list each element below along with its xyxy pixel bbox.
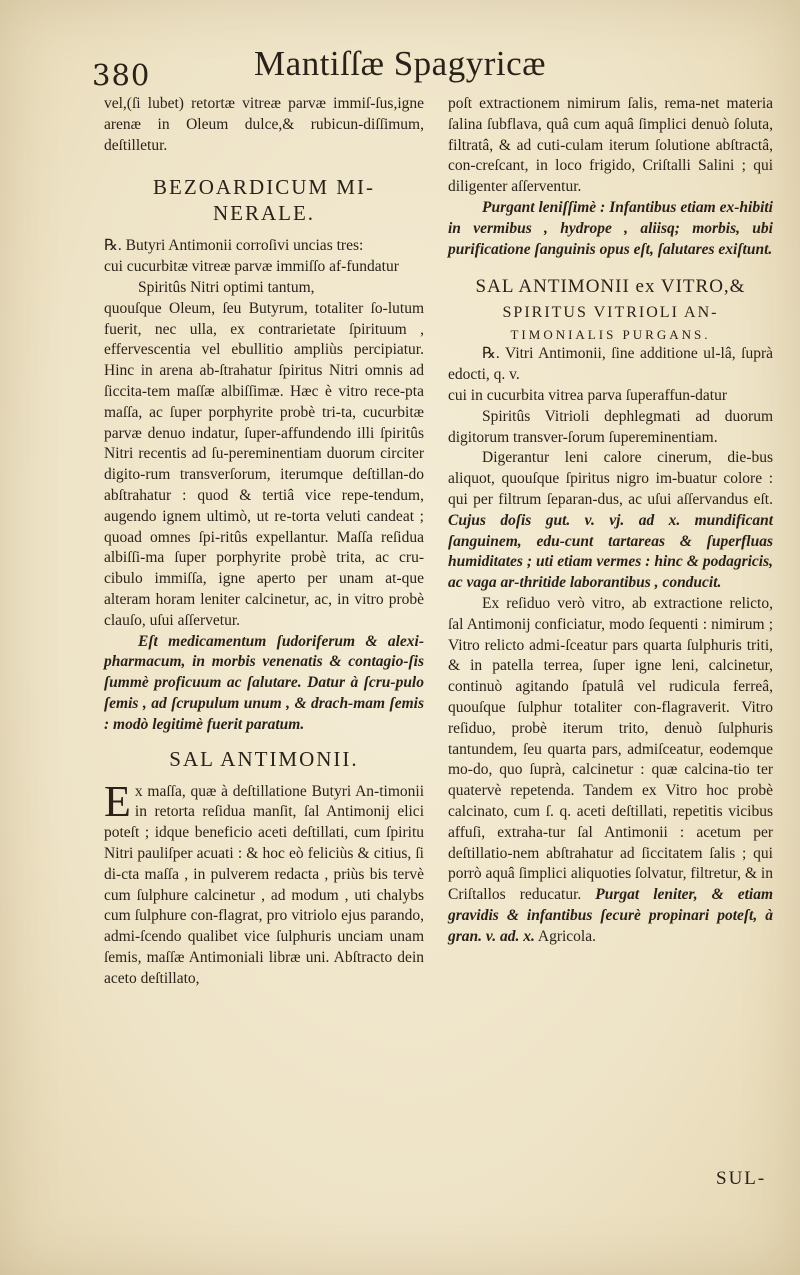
catchword: SUL- (716, 1168, 767, 1189)
recipe-line-3: Spiritûs Nitri optimi tantum, (138, 278, 315, 296)
recipe-line-5: cui in cucurbita vitrea parva ſuperaffun-datur (448, 386, 728, 404)
heading-sal-vitro-3: TIMONIALIS PURGANS. (510, 327, 711, 343)
heading-bezoardicum-2: NERALE. (212, 201, 316, 226)
right-body-3 (448, 594, 773, 948)
drop-cap: E (104, 776, 131, 826)
recipe-line-2: cui cucurbitæ vitreæ parvæ immiſſo af-fundatur (104, 258, 399, 276)
right-italic-3: Purgat leniter, & etiam gravidis & infantibus ſecurè propinari poteſt, à gran. v. ad. x. (448, 886, 774, 945)
left-body-2-text: x maſſa, quæ à deſtillatione Butyri An-timonii in retorta reſidua manſit, ſal Antimonij elici poteſt ; idque beneficio aceti deſtillati, cum ſpiritu Nitri pauliſper acuati : & hoc eò feliciùs & citius, ſi di-cta maſſa , in pulverem redacta , priùs bis tervè cum ſulphure calcinetur , ad modum , uti chalybs cum ſulphure con-flagrat, pro vitriolo ejus parando, admi-ſcendo qualibet vice ſulphuris unciam unam ſemis, maſſæ Antimoniali libræ uni. Abſtracto dein aceto deſtillato, (104, 782, 424, 987)
right-column (448, 94, 773, 947)
author-name: Agricola. (537, 927, 596, 945)
left-body-1: quouſque Oleum, ſeu Butyrum, totaliter ſo-lutum fuerit, nec ulla, ex contrarietate ſpirituum , effervescentia vel ebullitio ampliùs percipiatur. Hinc in arena ab-ſtrahatur ſpiritus Nitri omnis ad ſiccita-tem maſſæ albiſſimæ. Hæc è vitro rece-pta maſſa, ac ſuper porphyrite probè tri-ta, cucurbitæ parvæ denuo indatur, ſuper-affundendo illi ſpiritûs Nitri recentis ad ſu-pereminentiam duorum circiter digito-rum transverſorum, iterumque deſtillan-do abſtrahatur : quod & tertiâ vice repe-tendum, augendo ignem ultimò, ut re-torta veluti candeat ; quoad omnes ſpi-ritûs expellantur. Maſſa reſidua albiſſi-ma ſuper porphyrite probè trita, ac cru-cibulo immiſſa, igne aperto per unam at-que alteram horam leniter calcinetur, ac, in vitro probè clauſo, uſui aſſervetur. (104, 299, 424, 629)
left-italic-1: Eſt medicamentum ſudoriferum & alexi-pharmacum, in morbis venenatis & contagio-ſis ſummè proficuum ac ſalutare. Datur à ſcru-pulo ſemis , ad ſcrupulum unum , & drach-mam ſemis : modò legitimè fuerit paratum. (104, 632, 424, 733)
right-body-3-text: Ex reſiduo verò vitro, ab extractione relicto, ſal Antimonij conficiatur, modo ſequenti : nimirum ; Vitro relicto admi-ſceatur pars quarta ſulphuris triti, & in patella terrea, ſuper igne leni, calcinetur, continuò agitando ſpatulâ vel rudicula ferreâ, quouſque ſulphur totaliter con-flagraverit. Vitro reſiduo, probè iterum trito, denuò ſulphuris tantundem, ſeu quarta pars, admiſceatur, eodemque mo-do, quo ſuprà, calcinetur : quæ calcina-tio ter quatervè repetenda. Tandem ex Vitro hoc probè calcinato, cum ſ. q. aceti deſtillati, repetitis vicibus affuſi, extraha-tur ſal Antimonii : acetum per deſtillatio-nem abſtrahatur ad ſiccitatem ſalis ; qui porrò aquâ ſimplici aliquoties ſolvatur, filtretur, & in Criſtallos reducatur. (448, 594, 773, 904)
left-body-2 (104, 776, 424, 990)
right-italic-2: Cujus doſis gut. v. vj. ad x. mundificant ſanguinem, edu-cunt tartareas & ſuperfluas humiditates ; uti etiam vermes : hinc & podagricis, ac vaga ar-thritide laborantibus , conducit. (448, 511, 773, 592)
page-number: 380 (92, 58, 151, 92)
right-body-2 (448, 448, 773, 594)
right-italic-1: Purgant leniſſimè : Infantibus etiam ex-hibiti in vermibus , hydrope , aliisq; morbis, ubi purificatione ſanguinis opus eſt, ſalutares exiſtunt. (448, 198, 773, 258)
heading-sal-vitro-2: SPIRITUS VITRIOLI AN- (502, 304, 719, 322)
right-body-1: poſt extractionem nimirum ſalis, rema-net materia ſalina ſubflava, quâ cum aquâ ſimplici denuò ſoluta, filtratâ, & ad cuti-culam iterum ſolutione abſtractâ, con-creſcant, in loco frigido, Criſtalli Salini ; qui diligenter aſſerventur. (448, 95, 773, 196)
recipe-line-1: ℞. Butyri Antimonii corroſivi uncias tres: (104, 237, 364, 255)
left-column (104, 94, 424, 989)
heading-bezoardicum: BEZOARDICUM MI- (153, 175, 375, 200)
heading-sal-antimonii: SAL ANTIMONII. (169, 746, 359, 771)
running-title: Mantiſſæ Spagyricæ (254, 44, 546, 83)
left-para-1: vel,(ſi lubet) retortæ vitreæ parvæ immiſ-ſus,igne arenæ in Oleum dulce,& rubicun-diſſimum, deſtilletur. (104, 95, 424, 154)
right-body-2-text: Digerantur leni calore cinerum, die-bus aliquot, quouſque ſpiritus nigro im-buatur colore : qui per filtrum ſeparan-dus, ac uſui aſſervandus eſt. (448, 449, 773, 508)
heading-sal-vitro: SAL ANTIMONII ex VITRO,& (475, 276, 746, 298)
recipe-line-6: Spiritûs Vitrioli dephlegmati ad duorum digitorum transver-ſorum ſupereminentiam. (448, 407, 773, 446)
recipe-line-4: ℞. Vitri Antimonii, ſine additione ul-lâ, ſuprà edocti, q. v. (448, 345, 773, 384)
